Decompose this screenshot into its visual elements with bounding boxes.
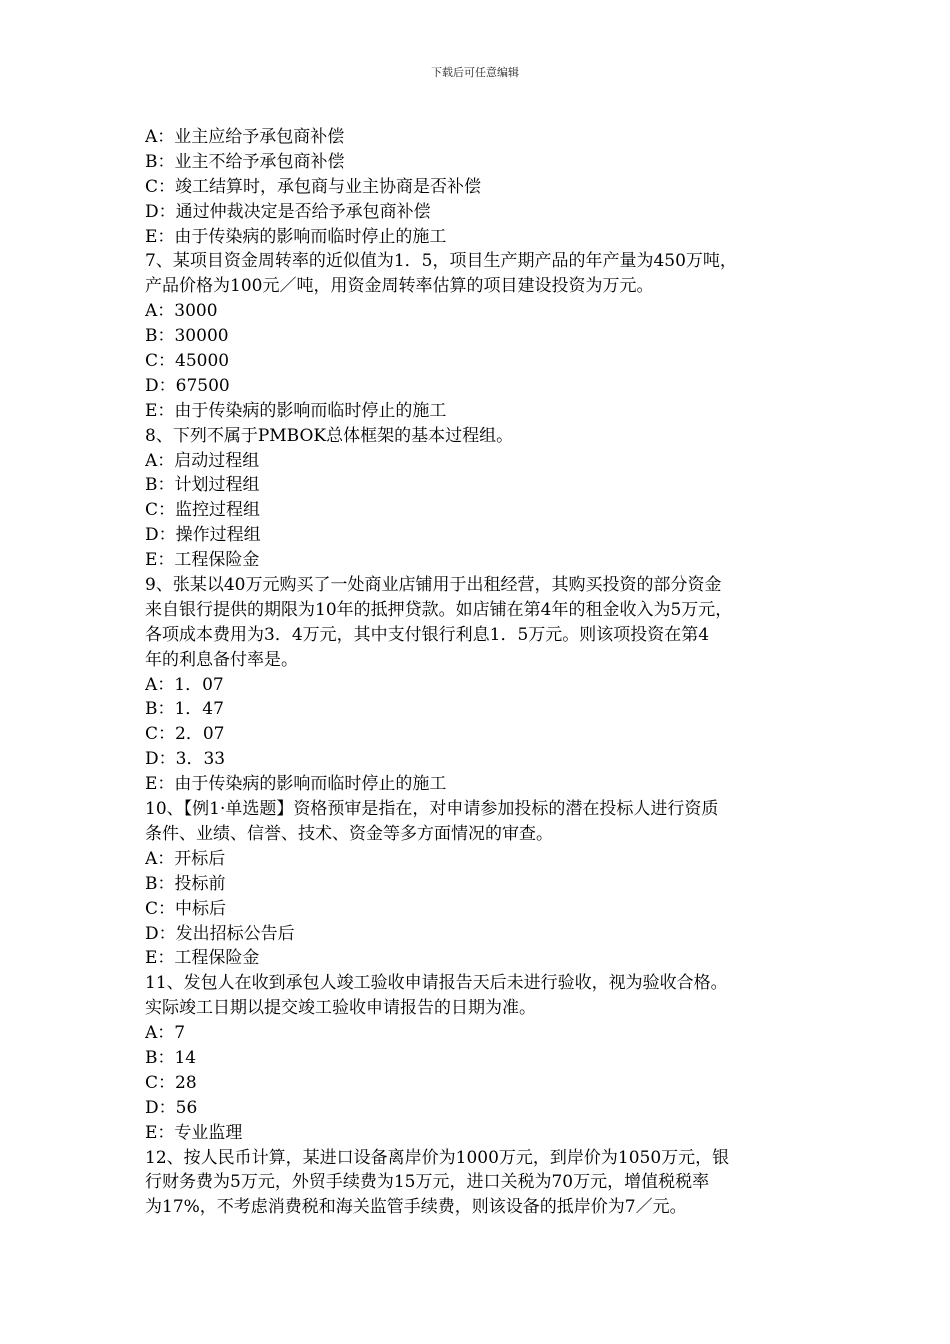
text-line: C：45000 bbox=[145, 351, 230, 372]
text-line: 9、张某以40万元购买了一处商业店铺用于出租经营，其购买投资的部分资金 bbox=[145, 575, 722, 596]
text-line: 各项成本费用为3．4万元，其中支付银行利息1．5万元。则该项投资在第4 bbox=[145, 624, 710, 645]
text-line: D：操作过程组 bbox=[145, 525, 261, 546]
page-header: 下载后可任意编辑 bbox=[431, 66, 519, 79]
text-line: C：竣工结算时，承包商与业主协商是否补偿 bbox=[145, 176, 482, 197]
text-line: B：投标前 bbox=[145, 873, 226, 894]
text-line: B：计划过程组 bbox=[145, 475, 260, 496]
text-line: 产品价格为100元／吨，用资金周转率估算的项目建设投资为万元。 bbox=[145, 276, 654, 297]
text-line: 年的利息备付率是。 bbox=[145, 649, 298, 670]
text-line: A：7 bbox=[145, 1023, 186, 1044]
text-line: A：1．07 bbox=[145, 674, 224, 695]
text-line: A：业主应给予承包商补偿 bbox=[145, 127, 345, 147]
text-line: 条件、业绩、信誉、技术、资金等多方面情况的审查。 bbox=[145, 823, 553, 844]
text-line: E：专业监理 bbox=[145, 1122, 243, 1143]
text-line: C：2．07 bbox=[145, 724, 225, 745]
text-line: E：由于传染病的影响而临时停止的施工 bbox=[145, 400, 447, 421]
text-line: B：30000 bbox=[145, 326, 229, 347]
text-line: D：发出招标公告后 bbox=[145, 923, 295, 944]
text-line: 为17%，不考虑消费税和海关监管手续费，则该设备的抵岸价为7／元。 bbox=[145, 1197, 687, 1218]
text-line: 实际竣工日期以提交竣工验收申请报告的日期为准。 bbox=[145, 998, 536, 1019]
text-line: A：3000 bbox=[145, 301, 218, 322]
text-line: C：28 bbox=[145, 1072, 197, 1093]
document-body bbox=[145, 125, 825, 1220]
text-line: B：1．47 bbox=[145, 699, 224, 720]
text-line: D：3．33 bbox=[145, 749, 226, 770]
text-line: 11、发包人在收到承包人竣工验收申请报告天后未进行验收，视为验收合格。 bbox=[145, 973, 728, 994]
text-line: B：业主不给予承包商补偿 bbox=[145, 151, 345, 172]
text-line: 10、【例1·单选题】资格预审是指在，对申请参加投标的潜在投标人进行资质 bbox=[145, 799, 719, 820]
text-line: C：中标后 bbox=[145, 898, 227, 919]
text-line: 8、下列不属于PMBOK总体框架的基本过程组。 bbox=[145, 425, 514, 446]
text-line: C：监控过程组 bbox=[145, 500, 261, 521]
text-line: 12、按人民币计算，某进口设备离岸价为1000万元，到岸价为1050万元，银 bbox=[145, 1147, 730, 1168]
text-line: A：开标后 bbox=[145, 848, 226, 869]
text-line: A：启动过程组 bbox=[145, 450, 260, 471]
text-line: 7、某项目资金周转率的近似值为1．5，项目生产期产品的年产量为450万吨， bbox=[145, 251, 737, 272]
text-line: E：由于传染病的影响而临时停止的施工 bbox=[145, 774, 447, 795]
text-line: E：由于传染病的影响而临时停止的施工 bbox=[145, 226, 447, 247]
text-line: D：通过仲裁决定是否给予承包商补偿 bbox=[145, 201, 431, 222]
text-line: 来自银行提供的期限为10年的抵押贷款。如店铺在第4年的租金收入为5万元， bbox=[145, 599, 733, 620]
text-line: E：工程保险金 bbox=[145, 948, 260, 969]
text-line: D：56 bbox=[145, 1097, 198, 1118]
text-line: 行财务费为5万元，外贸手续费为15万元，进口关税为70万元，增值税税率 bbox=[145, 1172, 710, 1193]
text-line: B：14 bbox=[145, 1047, 197, 1068]
text-line: E：工程保险金 bbox=[145, 550, 260, 571]
text-line: D：67500 bbox=[145, 375, 230, 396]
